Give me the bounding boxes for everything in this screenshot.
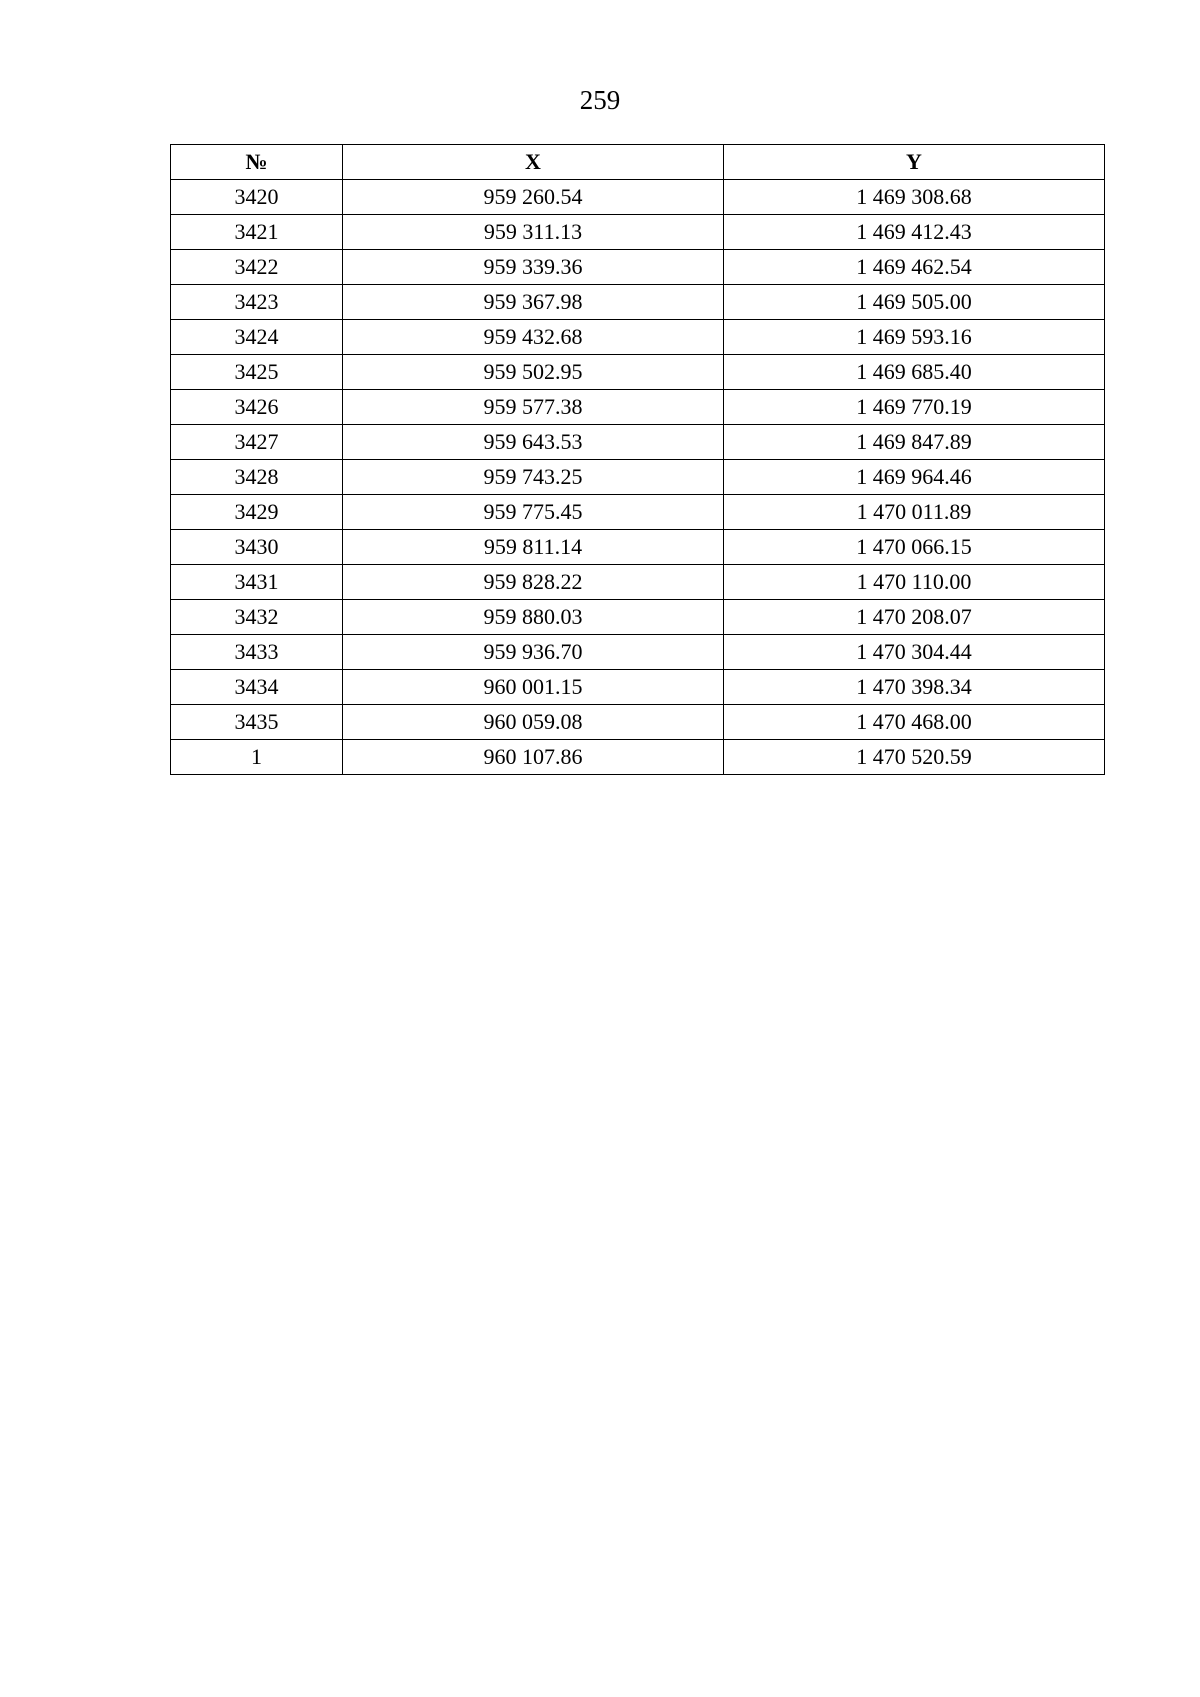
cell-x: 959 775.45 [343, 495, 724, 530]
cell-number: 3432 [171, 600, 343, 635]
cell-y: 1 470 208.07 [724, 600, 1105, 635]
cell-x: 959 432.68 [343, 320, 724, 355]
header-y: Y [724, 145, 1105, 180]
cell-x: 959 260.54 [343, 180, 724, 215]
cell-y: 1 470 066.15 [724, 530, 1105, 565]
table-row [171, 530, 1105, 565]
table-row [171, 355, 1105, 390]
cell-y: 1 470 398.34 [724, 670, 1105, 705]
cell-number: 3421 [171, 215, 343, 250]
cell-y: 1 470 304.44 [724, 635, 1105, 670]
table-body [171, 180, 1105, 775]
cell-y: 1 470 468.00 [724, 705, 1105, 740]
cell-x: 960 001.15 [343, 670, 724, 705]
cell-x: 959 502.95 [343, 355, 724, 390]
cell-y: 1 469 685.40 [724, 355, 1105, 390]
cell-y: 1 470 011.89 [724, 495, 1105, 530]
cell-number: 3420 [171, 180, 343, 215]
cell-x: 959 828.22 [343, 565, 724, 600]
cell-number: 1 [171, 740, 343, 775]
header-number: № [171, 145, 343, 180]
cell-number: 3435 [171, 705, 343, 740]
table-header-row [171, 145, 1105, 180]
table-row [171, 635, 1105, 670]
cell-y: 1 469 593.16 [724, 320, 1105, 355]
table-row [171, 495, 1105, 530]
cell-y: 1 469 505.00 [724, 285, 1105, 320]
cell-x: 959 811.14 [343, 530, 724, 565]
table-row [171, 390, 1105, 425]
cell-x: 960 107.86 [343, 740, 724, 775]
header-x: X [343, 145, 724, 180]
cell-number: 3424 [171, 320, 343, 355]
table-row [171, 285, 1105, 320]
table-row [171, 600, 1105, 635]
cell-number: 3426 [171, 390, 343, 425]
cell-x: 959 743.25 [343, 460, 724, 495]
table-row [171, 460, 1105, 495]
cell-x: 959 643.53 [343, 425, 724, 460]
cell-number: 3431 [171, 565, 343, 600]
table-row [171, 740, 1105, 775]
cell-y: 1 470 520.59 [724, 740, 1105, 775]
cell-number: 3429 [171, 495, 343, 530]
cell-number: 3433 [171, 635, 343, 670]
cell-x: 959 880.03 [343, 600, 724, 635]
cell-y: 1 470 110.00 [724, 565, 1105, 600]
cell-number: 3423 [171, 285, 343, 320]
cell-number: 3430 [171, 530, 343, 565]
table-row [171, 705, 1105, 740]
cell-x: 959 367.98 [343, 285, 724, 320]
cell-y: 1 469 308.68 [724, 180, 1105, 215]
cell-x: 959 311.13 [343, 215, 724, 250]
table-row [171, 180, 1105, 215]
table-row [171, 425, 1105, 460]
coordinates-table [170, 144, 1105, 775]
cell-y: 1 469 964.46 [724, 460, 1105, 495]
table-row [171, 250, 1105, 285]
page-number: 259 [579, 85, 621, 115]
cell-number: 3428 [171, 460, 343, 495]
cell-x: 959 577.38 [343, 390, 724, 425]
cell-number: 3427 [171, 425, 343, 460]
table-row [171, 215, 1105, 250]
cell-x: 959 936.70 [343, 635, 724, 670]
cell-y: 1 469 412.43 [724, 215, 1105, 250]
cell-number: 3434 [171, 670, 343, 705]
table-row [171, 565, 1105, 600]
cell-number: 3422 [171, 250, 343, 285]
cell-x: 959 339.36 [343, 250, 724, 285]
table-row [171, 320, 1105, 355]
cell-y: 1 469 462.54 [724, 250, 1105, 285]
cell-y: 1 469 847.89 [724, 425, 1105, 460]
table-row [171, 670, 1105, 705]
cell-y: 1 469 770.19 [724, 390, 1105, 425]
cell-number: 3425 [171, 355, 343, 390]
cell-x: 960 059.08 [343, 705, 724, 740]
